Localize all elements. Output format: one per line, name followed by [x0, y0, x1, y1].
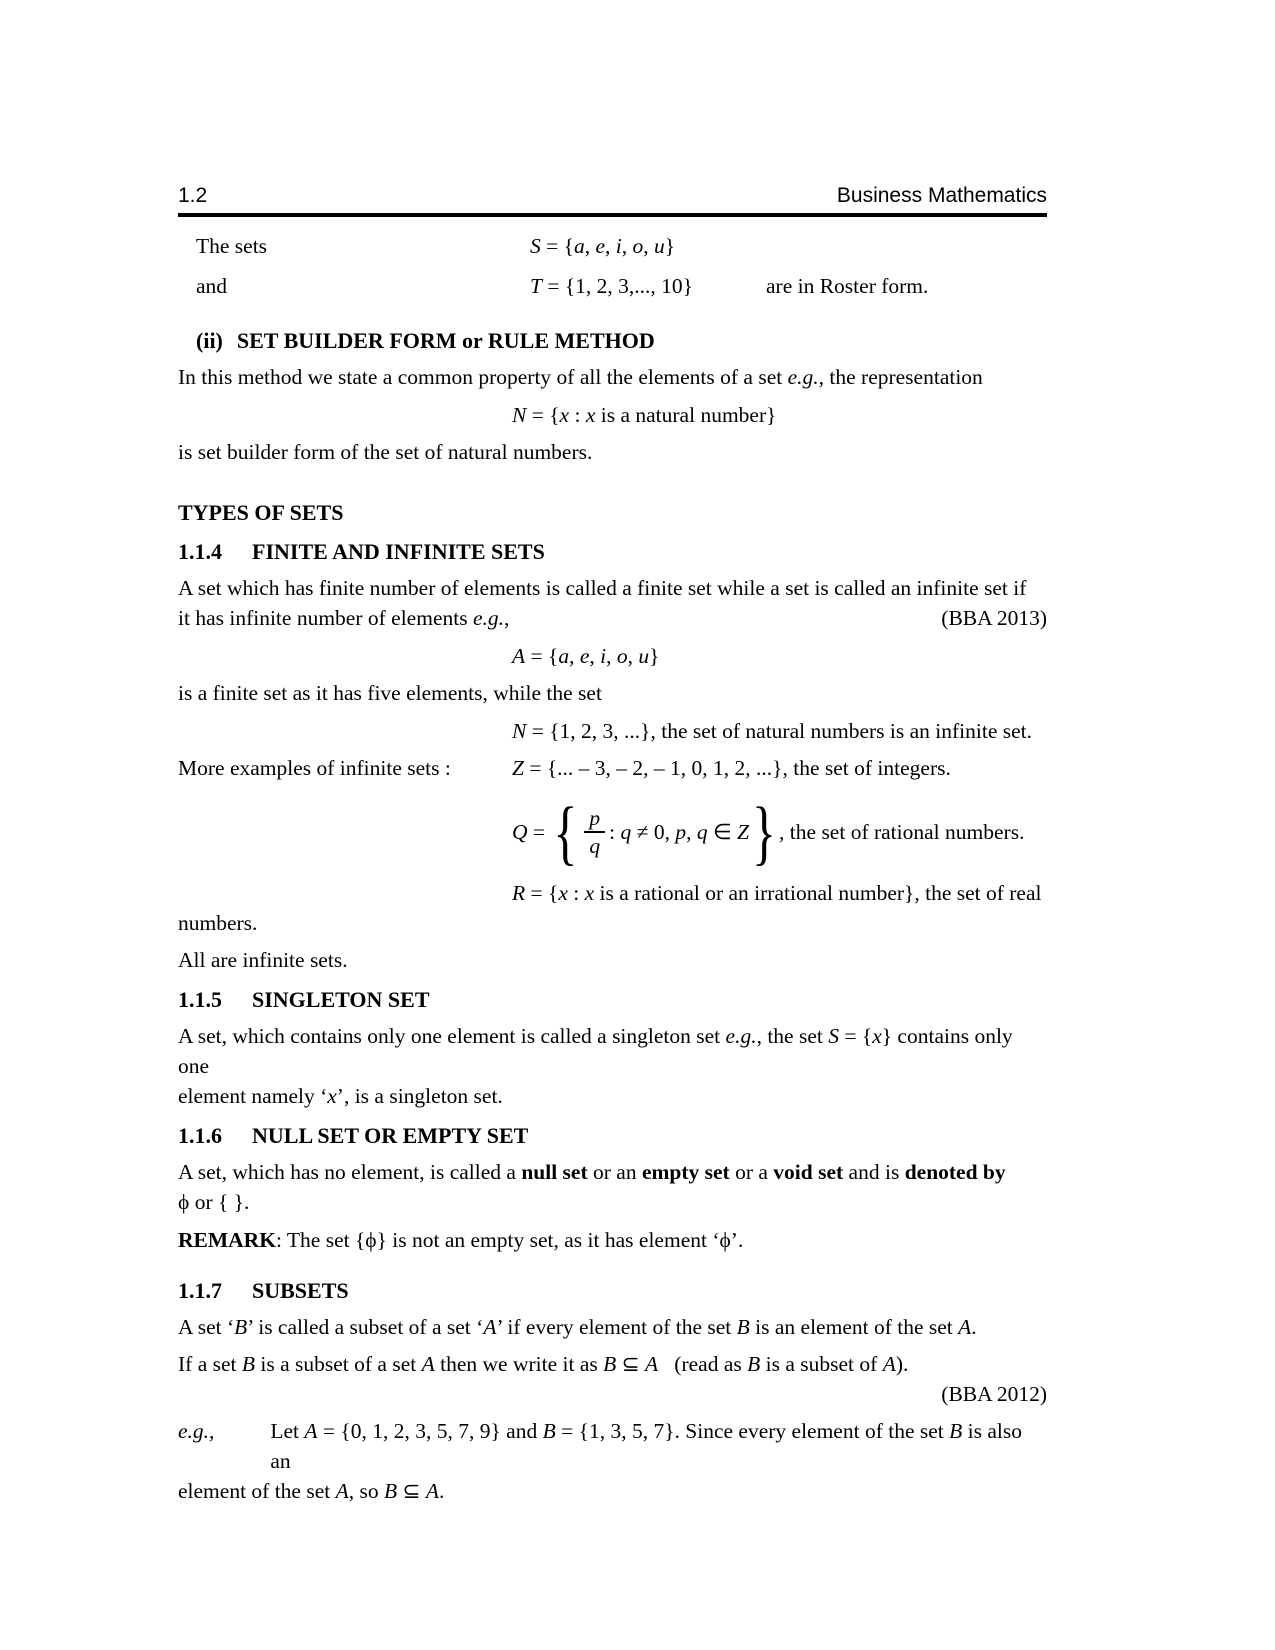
- example-line-1: Let A = {0, 1, 2, 3, 5, 7, 9} and B = {1, 3, 5, 7}. Since every element of the set B is also an: [270, 1419, 1023, 1473]
- infinite-N-row: [178, 716, 1047, 746]
- fraction-denominator: q: [589, 834, 601, 858]
- set-Q-equation: Q = { $\frac{p}{q}$ : q ≠ 0, p, q ∈ Z } , the set of rational numbers.: [512, 791, 1025, 873]
- set-builder-paragraph-2: is set builder form of the set of natural numbers.: [178, 440, 593, 464]
- set-Z-equation: Z = {... – 3, – 2, – 1, 0, 1, 2, ...}, the set of integers.: [512, 756, 951, 780]
- page-header: [178, 184, 1047, 217]
- example-paragraph: [178, 1416, 1047, 1476]
- section-heading-finite-infinite: [178, 538, 1047, 566]
- types-of-sets-heading: TYPES OF SETS: [178, 500, 344, 525]
- finite-paragraph-2: is a finite set as it has five elements, while the set: [178, 681, 602, 705]
- set-S-equation: S = {a, e, i, o, u}: [530, 234, 676, 258]
- heading-title: FINITE AND INFINITE SETS: [252, 539, 545, 564]
- subsets-paragraph-1: A set ‘B’ is called a subset of a set ‘A’ if every element of the set B is an element of the set A.: [178, 1315, 977, 1339]
- eg-label: e.g.,: [178, 1419, 215, 1443]
- finite-paragraph-line-1: A set which has finite number of elements is called a finite set while a set is called an infinite set if: [178, 576, 1027, 600]
- page-number: 1.2: [178, 184, 208, 207]
- fraction-numerator: p: [584, 806, 605, 833]
- singleton-paragraph-line-2: element namely ‘x’, is a singleton set.: [178, 1084, 503, 1108]
- heading-num: 1.1.7: [178, 1278, 222, 1303]
- heading-num: (ii): [196, 328, 223, 353]
- paragraph-text: it has infinite number of elements e.g.,: [178, 606, 510, 630]
- finite-paragraph-4: All are infinite sets.: [178, 948, 348, 972]
- more-examples-label: More examples of infinite sets :: [178, 756, 451, 780]
- q-condition: : q ≠ 0, p, q ∈ Z: [609, 820, 750, 844]
- book-title: Business Mathematics: [836, 184, 1047, 207]
- heading-num: 1.1.6: [178, 1123, 222, 1148]
- section-heading-singleton: [178, 986, 1047, 1014]
- heading-title: NULL SET OR EMPTY SET: [252, 1123, 529, 1148]
- remark-line: REMARK: The set {ϕ} is not an empty set, as it has element ‘ϕ’.: [178, 1228, 744, 1252]
- roster-label-1: The sets: [196, 234, 268, 258]
- q-lhs: Q =: [512, 820, 551, 844]
- exam-badge-2012: (BBA 2012): [941, 1382, 1047, 1406]
- null-set-paragraph-line-2: ϕ or { }.: [178, 1190, 250, 1214]
- heading-num: 1.1.5: [178, 987, 222, 1012]
- subsets-paragraph-2: If a set B is a subset of a set A then we write it as B ⊆ A (read as B is a subset of A).: [178, 1352, 909, 1376]
- exam-badge-2013: (BBA 2013): [941, 606, 1047, 630]
- infinite-Z-row: [178, 753, 1047, 783]
- q-tail: , the set of rational numbers.: [779, 820, 1025, 844]
- heading-title: SET BUILDER FORM or RULE METHOD: [236, 328, 655, 353]
- section-heading-null-set: [178, 1122, 1047, 1150]
- set-R-equation: R = {x : x is a rational or an irrational number}, the set of real: [512, 881, 1042, 905]
- finite-paragraph-line-2: [178, 603, 1047, 633]
- set-T-equation: T = {1, 2, 3,..., 10}: [530, 274, 693, 298]
- set-N-infinite-equation: N = {1, 2, 3, ...}, the set of natural numbers is an infinite set.: [512, 719, 1033, 743]
- singleton-paragraph-line-1: A set, which contains only one element is called a singleton set e.g., the set S = {x} contains only one: [178, 1024, 1013, 1078]
- set-builder-paragraph-1: In this method we state a common property of all the elements of a set e.g., the representation: [178, 365, 983, 389]
- example-line-2: element of the set A, so B ⊆ A.: [178, 1479, 445, 1503]
- roster-line-2: [178, 271, 1047, 301]
- set-A-equation: A = {a, e, i, o, u}: [512, 644, 660, 668]
- fraction-p-over-q: [584, 806, 605, 858]
- heading-title: SUBSETS: [252, 1278, 349, 1303]
- set-N-builder-equation: N = {x : x is a natural number}: [512, 403, 777, 427]
- null-set-paragraph-line-1: A set, which has no element, is called a null set or an empty set or a void set and is denoted by: [178, 1160, 1006, 1184]
- roster-note: are in Roster form.: [766, 274, 929, 298]
- real-R-row: [178, 878, 1047, 908]
- finite-paragraph-3: numbers.: [178, 911, 258, 935]
- roster-label-2: and: [196, 274, 228, 298]
- heading-num: 1.1.4: [178, 539, 222, 564]
- roster-line-1: [178, 231, 1047, 261]
- section-heading-subsets: [178, 1277, 1047, 1305]
- heading-title: SINGLETON SET: [252, 987, 430, 1012]
- section-heading-set-builder: [178, 327, 1047, 355]
